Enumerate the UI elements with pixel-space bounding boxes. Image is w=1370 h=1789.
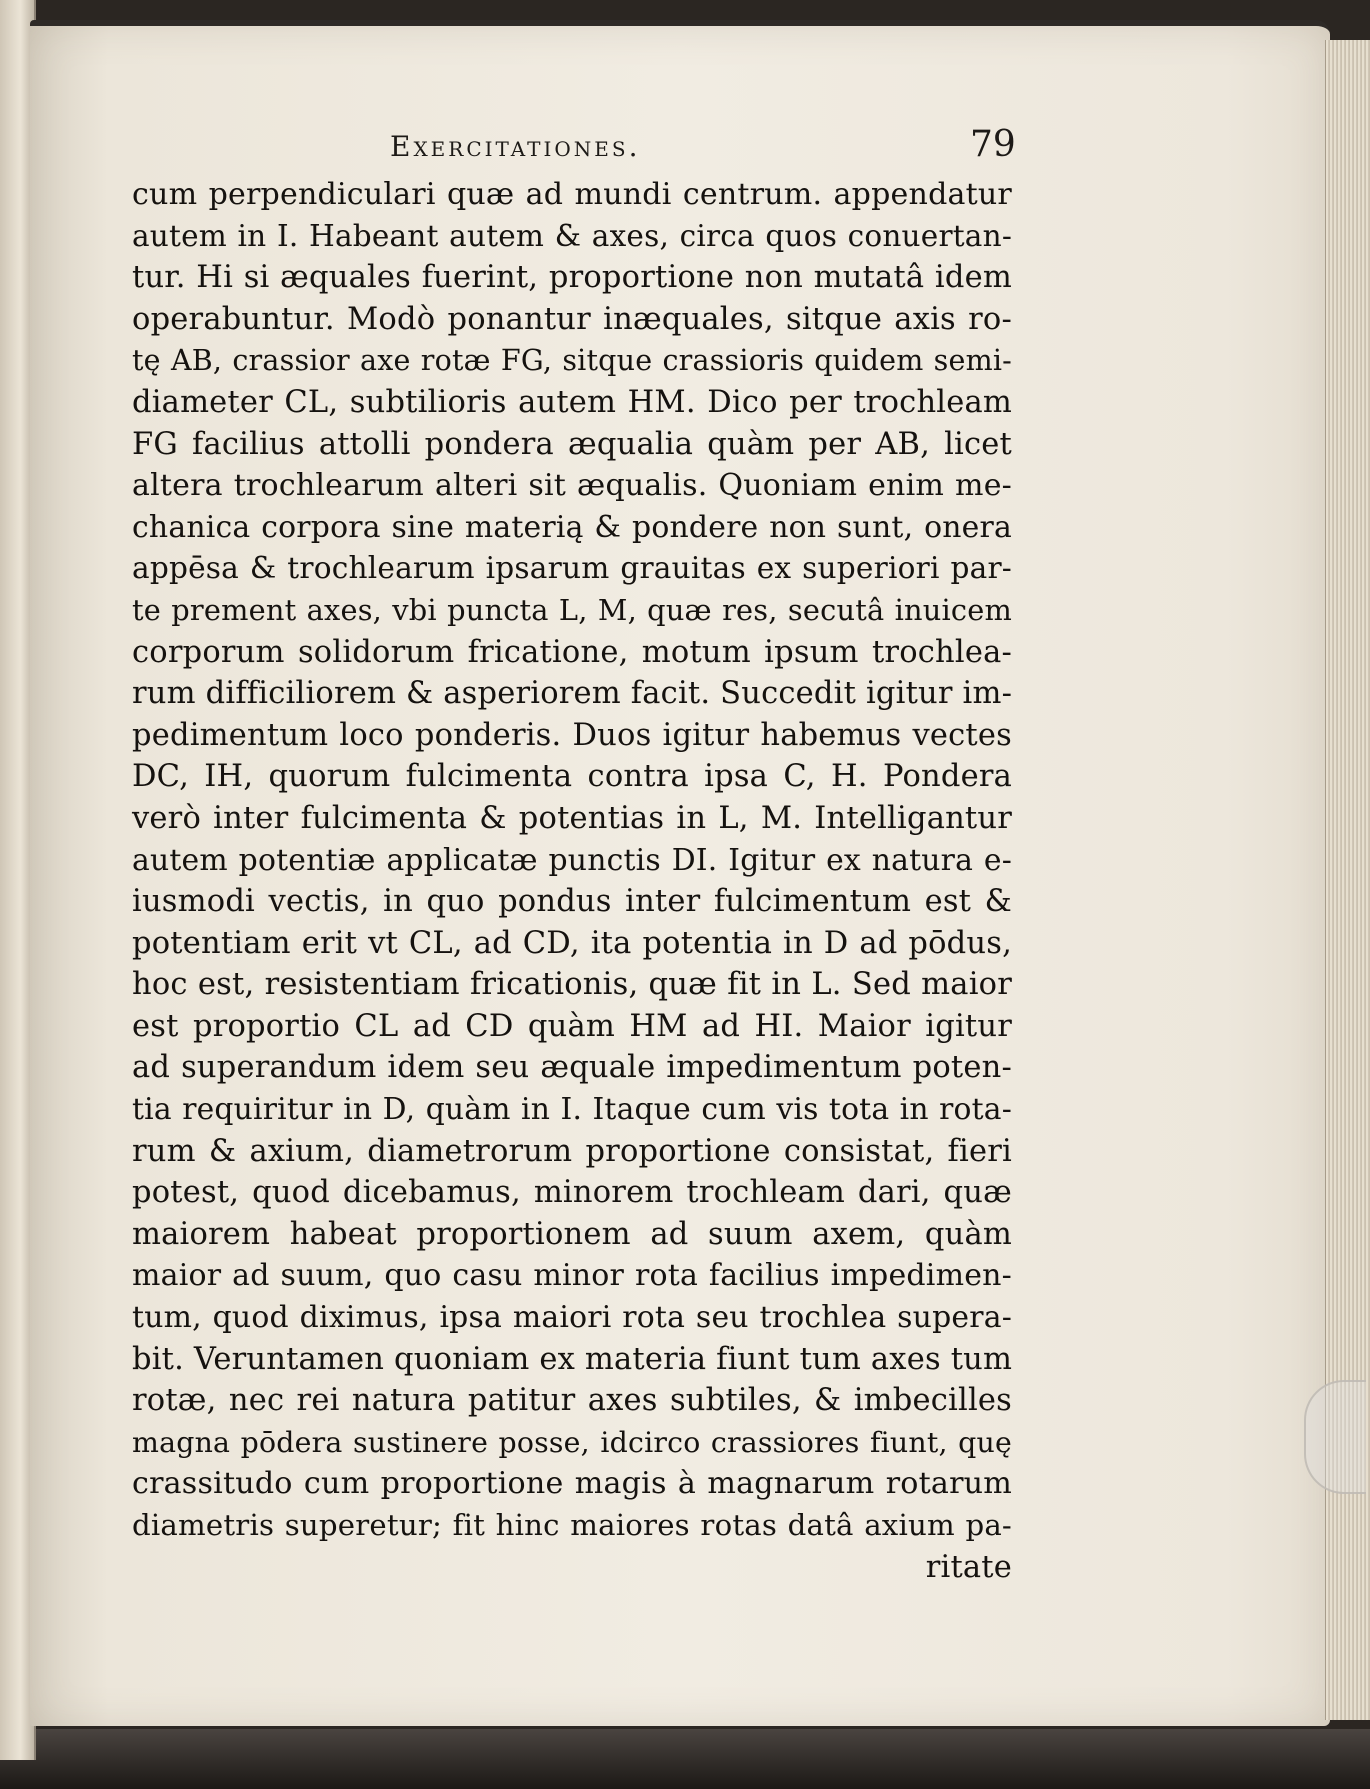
text-line: corporum solidorum fricatione, motum ipsum trochlea- bbox=[132, 634, 1012, 670]
text-line: te prement axes, vbi puncta L, M, quæ res, secutâ inuicem bbox=[132, 592, 1012, 627]
text-line: appēsa & trochlearum ipsarum grauitas ex superiori par- bbox=[132, 551, 1012, 586]
text-line: autem in I. Habeant autem & axes, circa quos conuertan- bbox=[132, 218, 1012, 253]
text-line: altera trochlearum alteri sit æqualis. Quoniam enim me- bbox=[132, 468, 1012, 504]
text-line: ritate bbox=[925, 1549, 1012, 1585]
text-line: ad superandum idem seu æquale impedimentum poten- bbox=[132, 1050, 1012, 1086]
text-line: verò inter fulcimenta & potentias in L, M. Intelligantur bbox=[132, 800, 1012, 836]
text-line: cum perpendiculari quæ ad mundi centrum. appendatur bbox=[132, 177, 1012, 212]
text-line: operabuntur. Modò ponantur inæquales, sitque axis ro- bbox=[132, 301, 1012, 337]
text-line: crassitudo cum proportione magis à magnarum rotarum bbox=[132, 1466, 1012, 1502]
text-line: chanica corpora sine materią & pondere non sunt, onera bbox=[132, 509, 1012, 545]
text-line: maior ad suum, quo casu minor rota facilius impedimen- bbox=[132, 1258, 1012, 1294]
page-clip bbox=[1304, 1380, 1366, 1494]
text-line: hoc est, resistentiam fricationis, quæ fit in L. Sed maior bbox=[132, 967, 1012, 1003]
page-number: 79 bbox=[970, 124, 1016, 165]
text-line: rotæ, nec rei natura patitur axes subtiles, & imbecilles bbox=[132, 1383, 1012, 1419]
text-line: est proportio CL ad CD quàm HM ad HI. Maior igitur bbox=[132, 1008, 1012, 1044]
text-line: rum & axium, diametrorum proportione consistat, fieri bbox=[132, 1133, 1012, 1169]
text-line: maiorem habeat proportionem ad suum axem, quàm bbox=[132, 1216, 1012, 1252]
text-line: potentiam erit vt CL, ad CD, ita potentia in D ad pōdus, bbox=[132, 925, 1012, 961]
text-line: tę AB, crassior axe rotæ FG, sitque crassioris quidem semi- bbox=[132, 344, 1012, 378]
text-line: tia requiritur in D, quàm in I. Itaque cum vis tota in rota- bbox=[132, 1092, 1012, 1128]
backdrop bbox=[0, 1729, 1370, 1789]
text-line: tum, quod diximus, ipsa maiori rota seu trochlea supera- bbox=[132, 1300, 1012, 1336]
text-line: diametris superetur; fit hinc maiores rotas datâ axium pa- bbox=[132, 1508, 1012, 1542]
running-title: Exercitationes. bbox=[390, 130, 641, 163]
text-line: diameter CL, subtilioris autem HM. Dico per trochleam bbox=[132, 384, 1012, 420]
text-line: bit. Veruntamen quoniam ex materia fiunt tum axes tum bbox=[132, 1341, 1013, 1377]
body-text bbox=[132, 174, 1012, 1588]
text-line: magna pōdera sustinere posse, idcirco crassiores fiunt, quę bbox=[132, 1425, 1012, 1459]
text-line: tur. Hi si æquales fuerint, proportione non mutatâ idem bbox=[132, 260, 1012, 296]
text-line: iusmodi vectis, in quo pondus inter fulcimentum est & bbox=[132, 884, 1012, 920]
text-line: FG facilius attolli pondera æqualia quàm per AB, licet bbox=[132, 426, 1012, 462]
text-line: rum difficiliorem & asperiorem facit. Succedit igitur im- bbox=[132, 676, 1013, 712]
text-line: autem potentiæ applicatæ punctis DI. Igitur ex natura e- bbox=[132, 842, 1012, 878]
text-line: DC, IH, quorum fulcimenta contra ipsa C, H. Pondera bbox=[132, 759, 1012, 795]
text-line: pedimentum loco ponderis. Duos igitur habemus vectes bbox=[132, 717, 1012, 753]
text-line: potest, quod dicebamus, minorem trochleam dari, quæ bbox=[132, 1175, 1012, 1211]
